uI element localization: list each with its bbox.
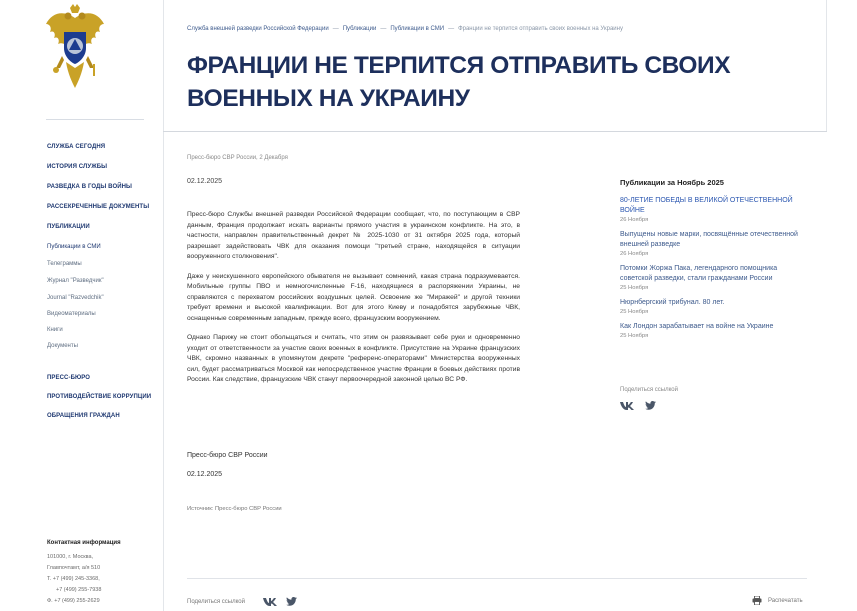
contact-fax: Ф. +7 (499) 255-2629 <box>47 598 100 604</box>
contact-phone-1: Т. +7 (499) 245-3368, <box>47 576 100 582</box>
sidebar-subitem-media[interactable]: Публикации в СМИ <box>47 244 101 250</box>
publication-link[interactable]: Потомки Жоржа Пака, легендарного помощника советской разведки, стали гражданами России <box>620 265 778 282</box>
sidebar-item-anticorruption[interactable]: ПРОТИВОДЕЙСТВИЕ КОРРУПЦИИ <box>47 394 152 400</box>
publication-link[interactable]: Нюрнбергский трибунал. 80 лет. <box>620 299 725 306</box>
sidebar-item-service-today[interactable]: СЛУЖБА СЕГОДНЯ <box>47 144 106 150</box>
list-item <box>620 196 810 223</box>
article-signature-date: 02.12.2025 <box>187 471 223 478</box>
footer-divider <box>187 578 807 579</box>
printer-icon <box>752 596 762 605</box>
article-meta: Пресс-бюро СВР России, 2 Декабря <box>187 155 288 161</box>
contact-phone-2: +7 (499) 255-7938 <box>56 587 102 593</box>
list-item <box>620 230 810 257</box>
publication-link[interactable]: Выпущены новые марки, посвящённые отечественной внешней разведке <box>620 231 798 248</box>
sidebar-item-citizen-appeals[interactable]: ОБРАЩЕНИЯ ГРАЖДАН <box>47 413 120 419</box>
page-title: ФРАНЦИИ НЕ ТЕРПИТСЯ ОТПРАВИТЬ СВОИХ ВОЕННЫХ НА УКРАИНУ <box>187 52 731 112</box>
share-bar <box>187 597 297 606</box>
print-label: Распечатать <box>768 597 803 604</box>
article-date: 02.12.2025 <box>187 178 223 185</box>
sidebar-subitem-journal-en[interactable]: Journal "Razvedchik" <box>47 295 104 301</box>
breadcrumb-current: Франции не терпится отправить своих военных на Украину <box>458 26 623 32</box>
sidebar-nav <box>47 144 151 432</box>
article-source: Источник: Пресс-бюро СВР России <box>187 506 282 512</box>
contact-address-1: 101000, г. Москва, <box>47 554 94 560</box>
twitter-icon[interactable] <box>645 401 656 410</box>
publication-date: 25 Ноября <box>620 333 649 339</box>
sidebar-item-history[interactable]: ИСТОРИЯ СЛУЖБЫ <box>47 164 108 170</box>
article-paragraph: Даже у неискушенного европейского обывателя не вызывает сомнений, какая страна подразумевается. Мобильные группы ПВО и немногочисленные F-16, находящиеся в распоряжении Украины, не справляются с перехватом российских воздушных целей. Освоение же "Миражей" и другой техники требует времени и высокой квалификации. Вот для этого Киеву и понадобятся зарубежные ЧВК, оснащенные современным западным, прежде всего, французским вооружением. <box>187 272 520 322</box>
contact-title: Контактная информация <box>47 540 121 546</box>
breadcrumb: Служба внешней разведки Российской Федерации — Публикации — Публикации в СМИ — Франции не терпится отправить своих военных на Украину <box>187 26 623 32</box>
sidebar-item-declassified[interactable]: РАССЕКРЕЧЕННЫЕ ДОКУМЕНТЫ <box>47 204 150 210</box>
article-signature: Пресс-бюро СВР России <box>187 452 268 459</box>
emblem-logo[interactable] <box>44 4 106 96</box>
sidebar-subitem-telegrams[interactable]: Телеграммы <box>47 261 82 267</box>
sidebar-subitem-video[interactable]: Видеоматериалы <box>47 311 96 317</box>
content-frame-left <box>163 0 164 611</box>
publication-date: 26 Ноября <box>620 217 649 223</box>
sidebar-item-wartime-intelligence[interactable]: РАЗВЕДКА В ГОДЫ ВОЙНЫ <box>47 184 133 190</box>
list-item <box>620 322 810 339</box>
publication-date: 25 Ноября <box>620 285 649 291</box>
sidebar-publications-title: Публикации за Ноябрь 2025 <box>620 178 724 187</box>
sidebar-subitem-books[interactable]: Книги <box>47 327 63 333</box>
sidebar-divider <box>46 119 144 120</box>
sidebar-subitem-journal-ru[interactable]: Журнал "Разведчик" <box>47 278 104 284</box>
twitter-icon[interactable] <box>286 597 297 606</box>
vk-icon[interactable] <box>263 597 277 606</box>
contact-info <box>47 538 121 607</box>
list-item <box>620 298 810 315</box>
breadcrumb-publications[interactable]: Публикации <box>342 26 377 32</box>
breadcrumb-home[interactable]: Служба внешней разведки Российской Федерации <box>187 26 329 32</box>
print-button[interactable] <box>752 596 803 605</box>
publication-link[interactable]: 80-ЛЕТИЕ ПОБЕДЫ В ВЕЛИКОЙ ОТЕЧЕСТВЕННОЙ ВОЙНЕ <box>620 197 793 214</box>
breadcrumb-media[interactable]: Публикации в СМИ <box>390 26 445 32</box>
article-body <box>187 210 520 395</box>
article-paragraph: Пресс-бюро Службы внешней разведки Российской Федерации сообщает, что, по поступающим в СВР данным, Франция продолжает искать варианты прямого участия в украинском конфликте. На это, в частности, направлен правительственный декрет № 2025-1030 от 31 октября 2025 года, который разрешает задействовать ЧВК для оказания помощи "третьей стране, находящейся в ситуации вооруженного столкновения". <box>187 211 520 260</box>
article-paragraph: Однако Парижу не стоит обольщаться и считать, что этим он развязывает себе руки и одновременно уходит от ответственности за участие своих военных в конфликте. Присутствие на Украине французских ЧВК, скромно названных в упомянутом декрете "референс-операторами" Министерства вооруженных сил, будет рассматриваться Москвой как непосредственное участие Франции в боевых действиях против России. Как следствие, французские ЧВК станут первоочередной законной целью ВС РФ. <box>187 334 520 383</box>
sidebar <box>0 0 163 611</box>
content-frame-right <box>826 0 827 132</box>
publication-link[interactable]: Как Лондон зарабатывает на войне на Украине <box>620 323 774 330</box>
contact-address-2: Главпочтамт, а/я 510 <box>47 565 101 571</box>
publication-date: 25 Ноября <box>620 309 649 315</box>
title-divider <box>163 131 827 132</box>
right-share-icons <box>620 401 656 410</box>
right-share-label: Поделиться ссылкой <box>620 387 678 393</box>
vk-icon[interactable] <box>620 401 634 410</box>
list-item <box>620 264 810 291</box>
share-label: Поделиться ссылкой <box>187 598 245 605</box>
sidebar-item-press-bureau[interactable]: ПРЕСС-БЮРО <box>47 375 91 381</box>
sidebar-item-publications[interactable]: ПУБЛИКАЦИИ <box>47 224 90 230</box>
publications-list <box>620 196 810 346</box>
publication-date: 26 Ноября <box>620 251 649 257</box>
sidebar-subitem-documents[interactable]: Документы <box>47 343 78 349</box>
